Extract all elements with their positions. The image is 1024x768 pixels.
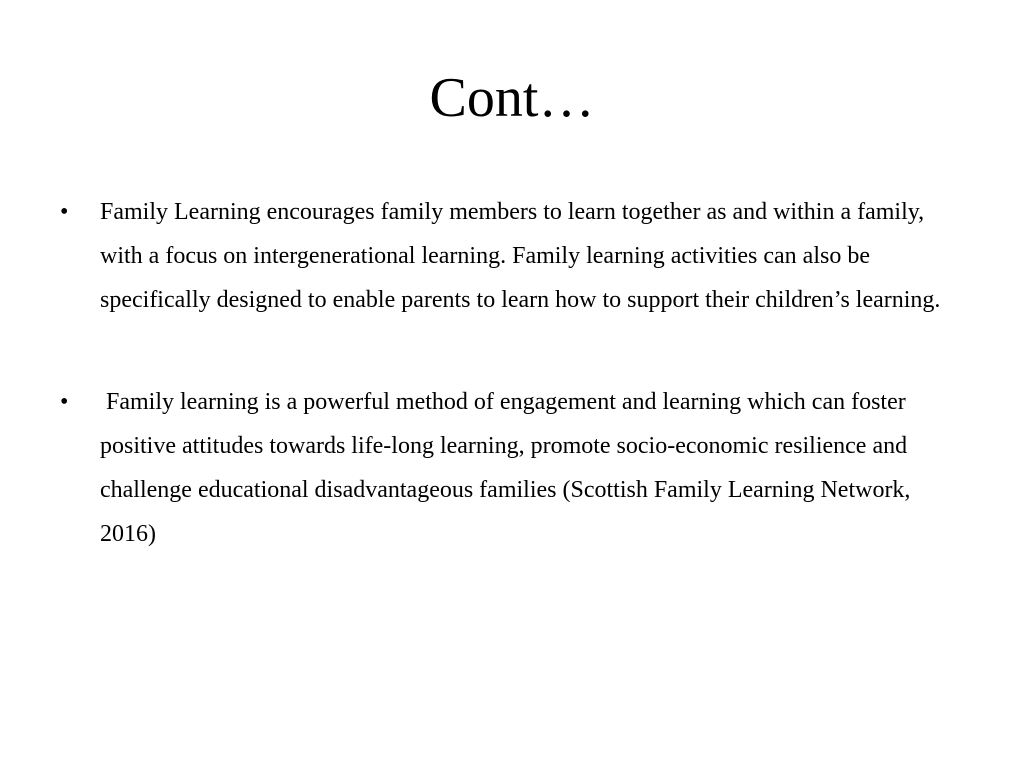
bullet-item: [0, 190, 1024, 322]
bullet-marker-icon: •: [60, 389, 69, 415]
bullet-text: Family learning is a powerful method of engagement and learning which can foster positive attitudes towards life-long learning, promote socio-economic resilience and challenge educational disadvantageous families (Scottish Family Learning Network, 2016): [100, 389, 917, 547]
bullet-list: [0, 190, 1024, 556]
slide-title: Cont…: [429, 67, 595, 129]
bullet-text: Family Learning encourages family members to learn together as and within a family, with a focus on intergenerational learning. Family learning activities can also be specifically designed to enable parents to learn how to support their children’s learning.: [100, 199, 941, 313]
bullet-marker-icon: •: [60, 199, 69, 225]
bullet-item: [0, 380, 1024, 556]
